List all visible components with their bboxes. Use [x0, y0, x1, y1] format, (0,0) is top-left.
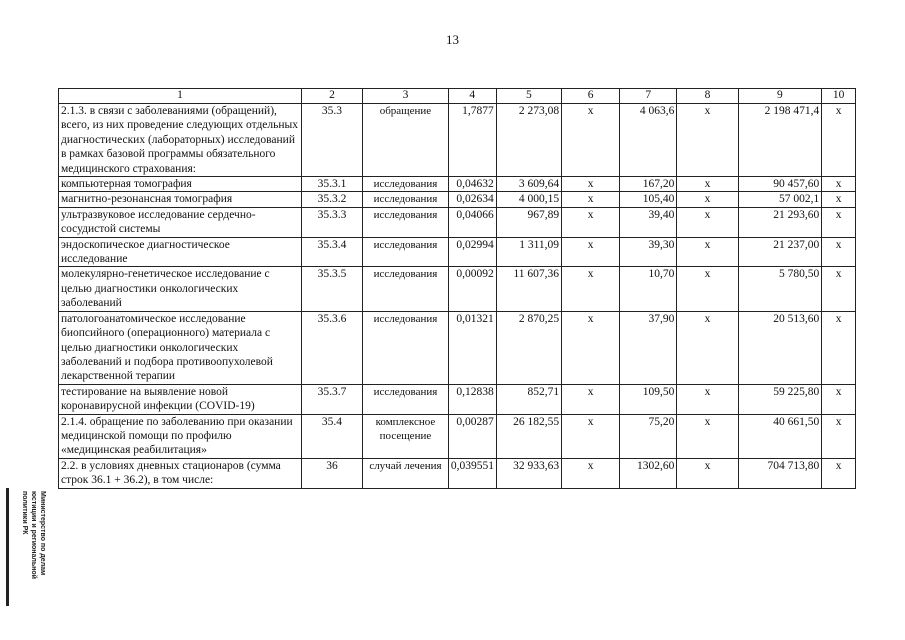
cell-unit: исследования: [363, 237, 449, 267]
cell-cost: 26 182,55: [496, 414, 561, 458]
cell-per-capita: 105,40: [620, 192, 677, 207]
cell-c6: x: [562, 192, 620, 207]
cell-c8: x: [677, 458, 738, 488]
cell-cost: 1 311,09: [496, 237, 561, 267]
cell-c8: x: [677, 267, 738, 311]
cell-c6: x: [562, 177, 620, 192]
table-row: [59, 177, 856, 192]
cell-total: 2 198 471,4: [738, 104, 822, 177]
cell-total: 40 661,50: [738, 414, 822, 458]
cell-c6: x: [562, 237, 620, 267]
table-body: [59, 104, 856, 489]
table-row: [59, 192, 856, 207]
cell-per-capita: 39,40: [620, 207, 677, 237]
cell-cost: 32 933,63: [496, 458, 561, 488]
cell-c10: x: [822, 311, 856, 384]
cell-c6: x: [562, 104, 620, 177]
cell-cost: 3 609,64: [496, 177, 561, 192]
cell-per-capita: 167,20: [620, 177, 677, 192]
cell-unit: случай лечения: [363, 458, 449, 488]
cell-per-capita: 37,90: [620, 311, 677, 384]
cell-c8: x: [677, 384, 738, 414]
table-row: [59, 104, 856, 177]
cell-per-capita: 10,70: [620, 267, 677, 311]
table-row: [59, 414, 856, 458]
cell-c10: x: [822, 267, 856, 311]
header-cell: 6: [562, 89, 620, 104]
cell-c6: x: [562, 384, 620, 414]
cell-c6: x: [562, 414, 620, 458]
stamp-line: Министерство по делам: [39, 491, 46, 576]
table-row: [59, 267, 856, 311]
header-cell: 4: [448, 89, 496, 104]
cell-name: магнитно-резонансная томография: [59, 192, 302, 207]
cell-per-capita: 109,50: [620, 384, 677, 414]
cell-cost: 967,89: [496, 207, 561, 237]
cell-c8: x: [677, 311, 738, 384]
stamp-line: юстиции и региональной: [30, 491, 37, 579]
cell-c8: x: [677, 192, 738, 207]
cell-name: 2.1.3. в связи с заболеваниями (обращений), всего, из них проведение следующих отдельных диагностических (лабораторных) исследований в рамках базовой программы обязательного медицинского страхования:: [59, 104, 302, 177]
cell-c10: x: [822, 384, 856, 414]
stamp-text: [9, 491, 47, 603]
cell-norm: 0,00287: [448, 414, 496, 458]
cell-total: 90 457,60: [738, 177, 822, 192]
cell-c8: x: [677, 177, 738, 192]
cell-code: 35.3.7: [301, 384, 362, 414]
cell-unit: исследования: [363, 177, 449, 192]
cell-unit: исследования: [363, 384, 449, 414]
cell-c6: x: [562, 207, 620, 237]
header-cell: 2: [301, 89, 362, 104]
cell-unit: обращение: [363, 104, 449, 177]
header-cell: 1: [59, 89, 302, 104]
cell-total: 57 002,1: [738, 192, 822, 207]
cell-norm: 1,7877: [448, 104, 496, 177]
cell-c10: x: [822, 177, 856, 192]
header-cell: 5: [496, 89, 561, 104]
cell-code: 35.3.4: [301, 237, 362, 267]
table-row: [59, 384, 856, 414]
cell-total: 5 780,50: [738, 267, 822, 311]
cell-unit: исследования: [363, 267, 449, 311]
cell-name: молекулярно-генетическое исследование с целью диагностики онкологических заболеваний: [59, 267, 302, 311]
cell-c6: x: [562, 458, 620, 488]
cell-total: 704 713,80: [738, 458, 822, 488]
cell-c8: x: [677, 414, 738, 458]
cell-per-capita: 4 063,6: [620, 104, 677, 177]
header-cell: 10: [822, 89, 856, 104]
cell-code: 35.4: [301, 414, 362, 458]
data-table: [58, 88, 856, 489]
cell-total: 21 293,60: [738, 207, 822, 237]
cell-norm: 0,02634: [448, 192, 496, 207]
cell-code: 35.3.6: [301, 311, 362, 384]
cell-cost: 4 000,15: [496, 192, 561, 207]
cell-name: патологоанатомическое исследование биопсийного (операционного) материала с целью диагностики онкологических заболеваний и подбора противоопухолевой лекарственной терапии: [59, 311, 302, 384]
cell-c10: x: [822, 207, 856, 237]
header-cell: 8: [677, 89, 738, 104]
cell-code: 35.3.3: [301, 207, 362, 237]
table-row: [59, 237, 856, 267]
cell-unit: исследования: [363, 207, 449, 237]
header-row: [59, 89, 856, 104]
cell-cost: 852,71: [496, 384, 561, 414]
cell-c10: x: [822, 104, 856, 177]
cell-code: 35.3.2: [301, 192, 362, 207]
header-cell: 9: [738, 89, 822, 104]
cell-c6: x: [562, 311, 620, 384]
cell-norm: 0,01321: [448, 311, 496, 384]
cell-c10: x: [822, 414, 856, 458]
cell-name: компьютерная томография: [59, 177, 302, 192]
ministry-stamp: [6, 488, 50, 606]
cell-name: тестирование на выявление новой коронавирусной инфекции (COVID-19): [59, 384, 302, 414]
table-row: [59, 458, 856, 488]
table-row: [59, 207, 856, 237]
cell-name: 2.1.4. обращение по заболеванию при оказании медицинской помощи по профилю «медицинская реабилитация»: [59, 414, 302, 458]
cell-cost: 2 273,08: [496, 104, 561, 177]
cell-c10: x: [822, 192, 856, 207]
cell-c8: x: [677, 207, 738, 237]
cell-name: эндоскопическое диагностическое исследование: [59, 237, 302, 267]
header-cell: 3: [363, 89, 449, 104]
cell-c6: x: [562, 267, 620, 311]
cell-code: 35.3.1: [301, 177, 362, 192]
cell-norm: 0,02994: [448, 237, 496, 267]
cell-per-capita: 39,30: [620, 237, 677, 267]
cell-unit: комплексное посещение: [363, 414, 449, 458]
cell-code: 35.3.5: [301, 267, 362, 311]
cell-code: 36: [301, 458, 362, 488]
cell-name: 2.2. в условиях дневных стационаров (сумма строк 36.1 + 36.2), в том числе:: [59, 458, 302, 488]
table-row: [59, 311, 856, 384]
cell-per-capita: 75,20: [620, 414, 677, 458]
cell-name: ультразвуковое исследование сердечно-сосудистой системы: [59, 207, 302, 237]
cell-c10: x: [822, 237, 856, 267]
header-cell: 7: [620, 89, 677, 104]
cell-total: 59 225,80: [738, 384, 822, 414]
cell-c8: x: [677, 237, 738, 267]
cell-norm: 0,04066: [448, 207, 496, 237]
cell-c10: x: [822, 458, 856, 488]
cell-c8: x: [677, 104, 738, 177]
cell-unit: исследования: [363, 311, 449, 384]
cell-code: 35.3: [301, 104, 362, 177]
cell-cost: 11 607,36: [496, 267, 561, 311]
cell-norm: 0,039551: [448, 458, 496, 488]
cell-per-capita: 1302,60: [620, 458, 677, 488]
cell-total: 21 237,00: [738, 237, 822, 267]
cell-norm: 0,12838: [448, 384, 496, 414]
cell-norm: 0,04632: [448, 177, 496, 192]
cell-total: 20 513,60: [738, 311, 822, 384]
cell-norm: 0,00092: [448, 267, 496, 311]
page-number: 13: [446, 32, 459, 47]
cell-unit: исследования: [363, 192, 449, 207]
cell-cost: 2 870,25: [496, 311, 561, 384]
stamp-line: политики РК: [21, 491, 28, 535]
